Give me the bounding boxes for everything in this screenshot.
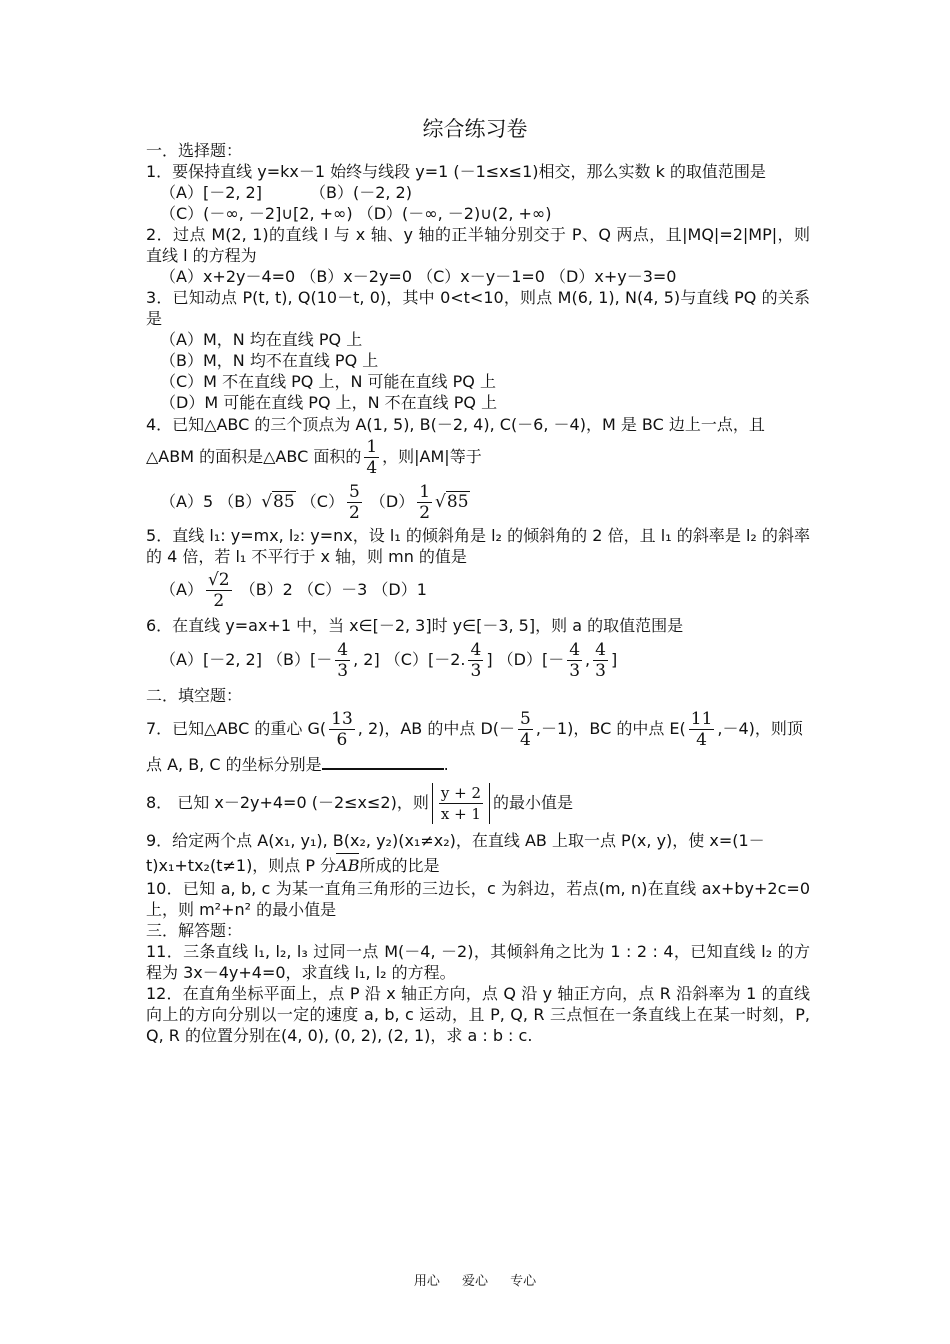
q1-option-a: （A）[－2, 2] bbox=[160, 183, 262, 202]
q4-stem-line1: 4．已知△ABC 的三个顶点为 A(1, 5), B(－2, 4), C(－6, －4)，M 是 BC 边上一点，且 bbox=[146, 415, 765, 434]
q3-option-d: （D）M 可能在直线 PQ 上，N 不在直线 PQ 上 bbox=[160, 393, 498, 412]
q8: 8． 已知 x－2y+4=0 (－2≤x≤2)，则 $\frac{y + 2}{x + 1}$ 的最小值是 bbox=[146, 784, 573, 823]
q3-stem: 3．已知动点 P(t, t), Q(10－t, 0)，其中 0<t<10，则点 M(6, 1), N(4, 5)与直线 PQ 的关系是 bbox=[146, 288, 810, 328]
q12-stem: 12．在直角坐标平面上，点 P 沿 x 轴正方向，点 Q 沿 y 轴正方向，点 R 沿斜率为 1 的直线向上的方向分别以一定的速度 a, b, c 运动，且 P, Q, R 三点恒在一条直线上在某一时刻，P, Q, R 的位置分别在(4, 0), (0, 2), (2, 1)，求 a : b : c. bbox=[146, 984, 810, 1045]
q6-options: （A）[－2, 2] （B）[－ $\frac{4}{3}$ , 2] （C）[－2. $\frac{4}{3}$ ] （D）[－ $\frac{4}{3}$ , $\frac{4}{3}$ ] bbox=[160, 640, 618, 681]
section-fill: 二．填空题： bbox=[146, 686, 243, 705]
q1-option-c: （C）(－∞, －2]∪[2, +∞) bbox=[160, 204, 353, 223]
q10-stem: 10．已知 a, b, c 为某一直角三角形的三边长，c 为斜边，若点(m, n)在直线 ax+by+2c=0 上，则 m²+n² 的最小值是 bbox=[146, 879, 810, 919]
q7-line1: 7．已知△ABC 的重心 G( $\frac{13}{6}$ , 2)，AB 的中点 D(－ $\frac{5}{4}$ ,－1)，BC 的中点 E( $\frac{11}{4}$ ,－4)，则顶 bbox=[146, 709, 803, 750]
q1-option-b: （B）(－2, 2) bbox=[309, 183, 412, 202]
q1-stem: 1．要保持直线 y=kx－1 始终与线段 y=1 (－1≤x≤1)相交，那么实数 k 的取值范围是 bbox=[146, 162, 766, 181]
vector-ab: AB bbox=[336, 851, 359, 876]
section-answer: 三．解答题： bbox=[146, 921, 243, 940]
q11-stem: 11．三条直线 l₁, l₂, l₃ 过同一点 M(－4, －2)，其倾斜角之比为 1 : 2 : 4，已知直线 l₂ 的方程为 3x－4y+4=0，求直线 l₁, l₂ 的方程。 bbox=[146, 942, 810, 982]
q5-fraction-a: $\frac{√2}{2}$ bbox=[207, 570, 230, 611]
exam-content bbox=[146, 140, 810, 1046]
q3-option-a: （A）M，N 均在直线 PQ 上 bbox=[160, 330, 363, 349]
q4-sqrt-85: √85 bbox=[261, 492, 295, 512]
q6-stem: 6．在直线 y=ax+1 中，当 x∈[－2, 3]时 y∈[－3, 5]，则 a 的取值范围是 bbox=[146, 616, 684, 635]
q7-fraction-e: $\frac{11}{4}$ bbox=[690, 709, 713, 750]
q4-stem-line2: △ABM 的面积是△ABC 面积的 $\frac{1}{4}$ ，则|AM|等于 bbox=[146, 437, 482, 478]
q4-fraction-quarter: $\frac{1}{4}$ bbox=[366, 437, 378, 478]
q1-options-cd bbox=[146, 203, 810, 224]
q5-options: （A） $\frac{√2}{2}$ （B）2 （C）－3 （D）1 bbox=[160, 570, 427, 611]
q4-options: （A）5 （B）√85 （C） $\frac{5}{2}$ （D） $\frac{1}{2}$ √85 bbox=[160, 482, 469, 523]
q4-sqrt-85-d: √85 bbox=[435, 492, 469, 512]
q6-fraction-d2: $\frac{4}{3}$ bbox=[595, 640, 606, 681]
q9-line1: 9．给定两个点 A(x₁, y₁), B(x₂, y₂)(x₁≠x₂)，在直线 AB 上取一点 P(x, y)，使 x=(1－ bbox=[146, 831, 765, 850]
q9-line2: t)x₁+tx₂(t≠1)，则点 P 分AB所成的比是 bbox=[146, 851, 810, 876]
q3-option-b: （B）M，N 均不在直线 PQ 上 bbox=[160, 351, 379, 370]
q7-fraction-d: $\frac{5}{4}$ bbox=[520, 709, 531, 750]
q7-fraction-g: $\frac{13}{6}$ bbox=[331, 709, 353, 750]
q8-abs-fraction: $\frac{y + 2}{x + 1}$ bbox=[432, 783, 490, 824]
q4-fraction-c: $\frac{5}{2}$ bbox=[348, 482, 360, 523]
q5-stem: 5．直线 l₁: y=mx, l₂: y=nx，设 l₁ 的倾斜角是 l₂ 的倾斜角的 2 倍，且 l₁ 的斜率是 l₂ 的斜率的 4 倍，若 l₁ 不平行于 x 轴，则 mn 的值是 bbox=[146, 526, 810, 566]
q2-stem: 2．过点 M(2, 1)的直线 l 与 x 轴、y 轴的正半轴分别交于 P、Q 两点，且|MQ|=2|MP|，则直线 l 的方程为 bbox=[146, 225, 810, 265]
section-choice: 一．选择题： bbox=[146, 141, 243, 160]
q7-line2: 点 A, B, C 的坐标分别是 . bbox=[146, 755, 449, 774]
q1-options-ab bbox=[146, 182, 810, 203]
q6-fraction-d1: $\frac{4}{3}$ bbox=[569, 640, 581, 681]
q4-fraction-d: $\frac{1}{2}$ bbox=[419, 482, 431, 523]
q6-fraction-b: $\frac{4}{3}$ bbox=[337, 640, 349, 681]
q6-fraction-c: $\frac{4}{3}$ bbox=[470, 640, 482, 681]
q2-options: （A）x+2y－4=0 （B）x－2y=0 （C）x－y－1=0 （D）x+y－3=0 bbox=[160, 267, 677, 286]
answer-blank bbox=[322, 754, 444, 770]
page-title: 综合练习卷 bbox=[422, 117, 528, 141]
q1-option-d: （D）(－∞, －2)∪(2, +∞) bbox=[357, 204, 552, 223]
q3-option-c: （C）M 不在直线 PQ 上，N 可能在直线 PQ 上 bbox=[160, 372, 496, 391]
page-footer: 用心 爱心 专心 bbox=[413, 1274, 537, 1289]
